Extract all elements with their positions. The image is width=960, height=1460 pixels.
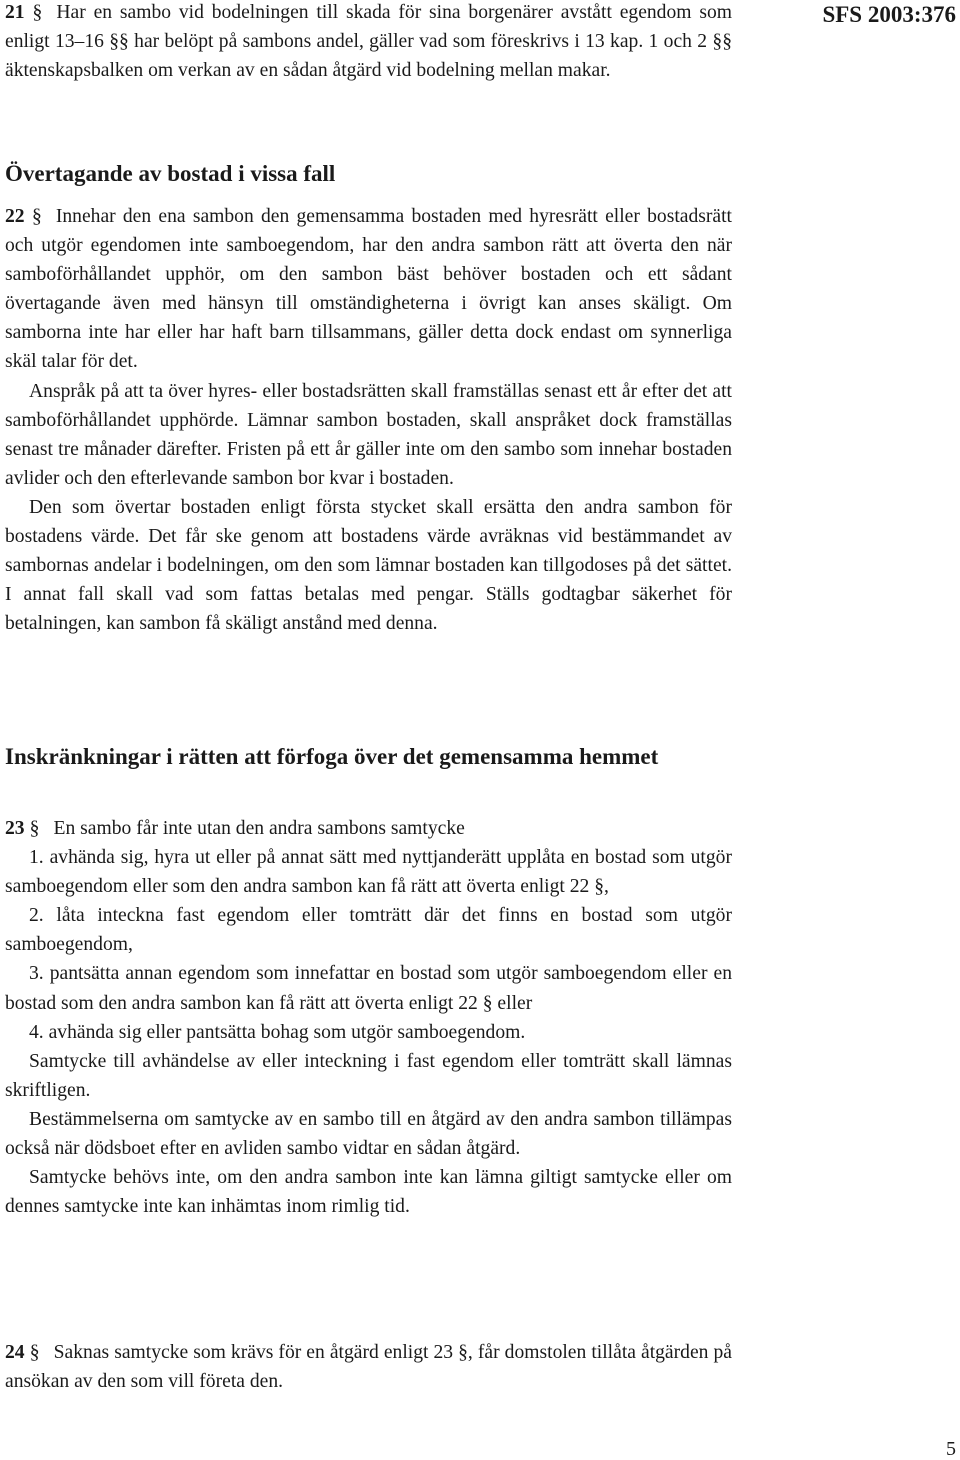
- section-23-body: En sambo får inte utan den andra sambons samtycke: [53, 818, 465, 839]
- paragraph-sign: §: [32, 1, 43, 23]
- section-number: 24: [5, 1342, 25, 1363]
- section-21-body: Har en sambo vid bodelningen till skada för sina borgenärer avstått egendom som enligt 13–16 §§ har belöpt på sambons andel, gäller vad som föreskrivs i 13 kap. 1 och 2 §§ äktenskapsbalken om verkan av en sådan åtgärd vid bodelning mellan makar.: [5, 2, 732, 82]
- paragraph-sign: §: [29, 1341, 40, 1363]
- paragraph-sign: §: [31, 205, 42, 227]
- section-24: [5, 1338, 732, 1396]
- paragraph-sign: §: [29, 817, 40, 839]
- section-heading: Övertagande av bostad i vissa fall: [5, 161, 336, 186]
- section-number: 23: [5, 818, 25, 839]
- section-23-p2: Samtycke till avhändelse av eller inteckning i fast egendom eller tomträtt skall lämnas skriftligen.: [5, 1050, 732, 1101]
- section-23: [5, 814, 732, 1221]
- list-item: 3. pantsätta annan egendom som innefattar en bostad som utgör samboegendom eller en bostad som den andra sambon kan få rätt att överta enligt 22 § eller: [5, 963, 732, 1014]
- list-item: 1. avhända sig, hyra ut eller på annat sätt med nyttjanderätt upplåta en bostad som utgör samboegendom eller som den andra sambon kan få rätt att överta enligt 22 §,: [5, 847, 732, 898]
- section-number: 22: [5, 206, 25, 227]
- section-23-p4: Samtycke behövs inte, om den andra sambon inte kan lämna giltigt samtycke eller om dennes samtycke inte kan inhämtas inom rimlig tid.: [5, 1167, 732, 1218]
- section-22-p1: [5, 202, 732, 377]
- section-23-p3: Bestämmelserna om samtycke av en sambo till en åtgärd av den andra sambon tillämpas också när dödsboet efter en avliden sambo vidtar en sådan åtgärd.: [5, 1108, 732, 1160]
- section-22-p3: Den som övertar bostaden enligt första stycket skall ersätta den andra sambon för bostadens värde. Det får ske genom att bostadens värde avräknas vid bestämmandet av sambornas andelar i bodelningen, om den som lämnar bostaden kan tillgodoses på det sättet. I annat fall skall vad som fattas betalas med pengar. Ställs godtagbar säkerhet för betalningen, kan sambon få skäligt anstånd med denna.: [5, 496, 732, 635]
- section-23-intro: [5, 814, 732, 843]
- heading-inskrankningar: [5, 742, 705, 771]
- list-item: 4. avhända sig eller pantsätta bohag som utgör samboegendom.: [29, 1021, 526, 1043]
- section-22-body: Innehar den ena sambon den gemensamma bostaden med hyresrätt eller bostadsrätt och utgör egendomen inte samboegendom, har den andra sambon rätt att överta den när samboförhållandet upphör, om den sambon bäst behöver bostaden och ett sådant övertagande även med hänsyn till omständigheterna i övrigt kan anses skäligt. Om samborna inte har eller har haft barn tillsammans, gäller detta dock endast om synnerliga skäl talar för det.: [5, 206, 732, 373]
- list-item: 2. låta inteckna fast egendom eller tomträtt där det finns en bostad som utgör samboegendom,: [5, 905, 732, 956]
- page-number: 5: [946, 1438, 956, 1460]
- section-22: [5, 202, 732, 638]
- section-21-text: [5, 0, 732, 85]
- section-24-body: Saknas samtycke som krävs för en åtgärd enligt 23 §, får domstolen tillåta åtgärden på ansökan av den som vill företa den.: [5, 1342, 732, 1393]
- section-number: 21: [5, 2, 25, 23]
- heading-overtagande: [5, 159, 732, 188]
- section-21: [5, 0, 732, 85]
- document-code: SFS 2003:376: [822, 2, 956, 27]
- section-22-p2: Anspråk på att ta över hyres- eller bostadsrätten skall framställas senast ett år efter det att samboförhållandet upphörde. Lämnar sambon bostaden, skall anspråket dock framställas senast tre månader därefter. Fristen på ett år gäller inte om den sambo som innehar bostaden avlider och den efterlevande sambon bor kvar i bostaden.: [5, 380, 732, 489]
- section-24-text: [5, 1338, 732, 1396]
- section-heading: Inskränkningar i rätten att förfoga över det gemensamma hemmet: [5, 744, 659, 769]
